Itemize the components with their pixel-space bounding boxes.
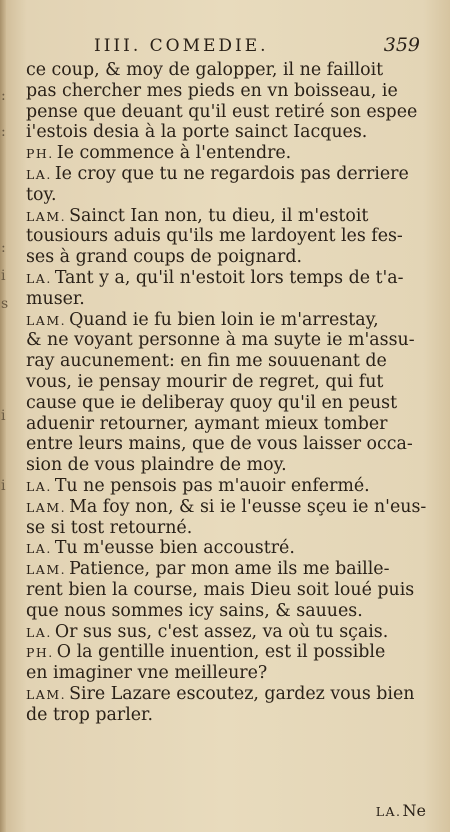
line-text: tousiours aduis qu'ils me lardoyent les fes-	[26, 226, 403, 247]
gutter-mark: i	[1, 408, 6, 424]
speech-line	[26, 268, 412, 289]
speaker-label: PH.	[26, 645, 54, 661]
speech-line	[26, 310, 412, 331]
text-line	[26, 372, 412, 393]
text-line	[26, 434, 412, 455]
speech-line	[26, 476, 412, 497]
text-line	[26, 122, 412, 143]
text-line	[26, 185, 412, 206]
text-line	[26, 455, 412, 476]
text-line	[26, 579, 415, 601]
line-text: rent bien la course, mais Dieu soit loué puis	[26, 579, 415, 600]
gutter-mark: :	[1, 124, 6, 140]
gutter-mark: :	[1, 240, 6, 256]
line-text: se si tost retourné.	[26, 517, 193, 538]
line-text: Sainct Ian non, tu dieu, il m'estoit	[69, 205, 369, 226]
speaker-label: LA.	[26, 166, 52, 182]
speech-line	[26, 559, 412, 580]
text-line	[26, 351, 412, 372]
line-text: ses à grand coups de poignard.	[26, 247, 303, 268]
line-text: aduenir retourner, aymant mieux tomber	[26, 413, 388, 434]
running-head-title: IIII. COMEDIE.	[94, 36, 269, 56]
text-line	[26, 289, 412, 310]
text-line	[26, 226, 412, 247]
line-text: sion de vous plaindre de moy.	[26, 455, 287, 476]
play-text	[26, 60, 427, 726]
catchword-speaker: LA.	[375, 804, 402, 819]
text-line	[26, 705, 412, 726]
line-text: Or sus sus, c'est assez, va où tu sçais.	[54, 621, 389, 642]
text-line	[26, 663, 412, 684]
gutter-mark: :	[1, 88, 6, 104]
catchword	[376, 801, 426, 820]
line-text: Quand ie fu bien loin ie m'arrestay,	[69, 309, 379, 330]
speaker-label: LAM.	[26, 686, 67, 702]
text-line	[26, 81, 412, 102]
speaker-label: LA.	[26, 270, 52, 286]
speech-line	[26, 622, 412, 643]
line-text: Ie croy que tu ne regardois pas derriere	[54, 163, 409, 184]
gutter-mark: s	[1, 296, 9, 312]
speaker-label: LA.	[26, 541, 52, 557]
line-text: Patience, par mon ame ils me baille-	[69, 559, 390, 580]
speaker-label: LA.	[26, 478, 52, 494]
gutter-mark: i	[1, 478, 6, 494]
text-line	[26, 414, 412, 435]
running-head	[80, 36, 420, 60]
line-text: Ma foy non, & si ie l'eusse sçeu ie n'eus-	[69, 496, 427, 517]
line-text: vous, ie pensay mourir de regret, qui fut	[26, 371, 384, 392]
line-text: ce coup, & moy de galopper, il ne failloit	[26, 60, 384, 80]
gutter-mark: i	[1, 268, 6, 284]
line-text: Tu ne pensois pas m'auoir enfermé.	[54, 475, 370, 496]
text-line	[26, 518, 412, 539]
catchword-text: Ne	[402, 801, 426, 820]
line-text: toy.	[26, 184, 57, 205]
text-line	[26, 601, 412, 622]
line-text: que nous sommes icy sains, & sauues.	[26, 600, 363, 621]
text-line	[26, 393, 412, 414]
speaker-label: LAM.	[26, 499, 67, 515]
line-text: Tu m'eusse bien accoustré.	[54, 538, 295, 559]
speech-line	[26, 496, 427, 518]
speech-line	[26, 538, 412, 559]
line-text: de trop parler.	[26, 704, 153, 725]
text-line	[26, 330, 415, 351]
line-text: entre leurs mains, que de vous laisser occa-	[26, 434, 413, 455]
line-text: muser.	[26, 288, 85, 309]
speaker-label: LAM.	[26, 208, 67, 224]
speaker-label: LAM.	[26, 562, 67, 578]
speech-line	[26, 206, 412, 227]
line-text: i'estois desia à la porte sainct Iacques.	[26, 122, 368, 143]
speech-line	[26, 683, 415, 705]
line-text: en imaginer vne meilleure?	[26, 663, 268, 684]
text-line	[26, 247, 412, 268]
line-text: pas chercher mes pieds en vn boisseau, ie	[26, 80, 398, 101]
text-line	[26, 60, 412, 81]
speech-line	[26, 164, 412, 185]
line-text: Ie commence à l'entendre.	[56, 143, 292, 164]
speech-line	[26, 642, 412, 663]
line-text: cause que ie deliberay quoy qu'il en peust	[26, 392, 398, 413]
page-number: 359	[383, 34, 420, 56]
line-text: Tant y a, qu'il n'estoit lors temps de t'a-	[54, 267, 404, 288]
speaker-label: PH.	[26, 146, 54, 162]
line-text: Sire Lazare escoutez, gardez vous bien	[69, 683, 415, 704]
line-text: & ne voyant personne à ma suyte ie m'assu-	[26, 330, 415, 351]
line-text: ray aucunement: en fin me souuenant de	[26, 351, 387, 372]
speaker-label: LAM.	[26, 312, 67, 328]
speech-line	[26, 143, 412, 164]
line-text: O la gentille inuention, est il possible	[56, 642, 386, 663]
text-line	[26, 101, 418, 123]
speaker-label: LA.	[26, 624, 52, 640]
line-text: pense que deuant qu'il eust retiré son espee	[26, 101, 418, 122]
